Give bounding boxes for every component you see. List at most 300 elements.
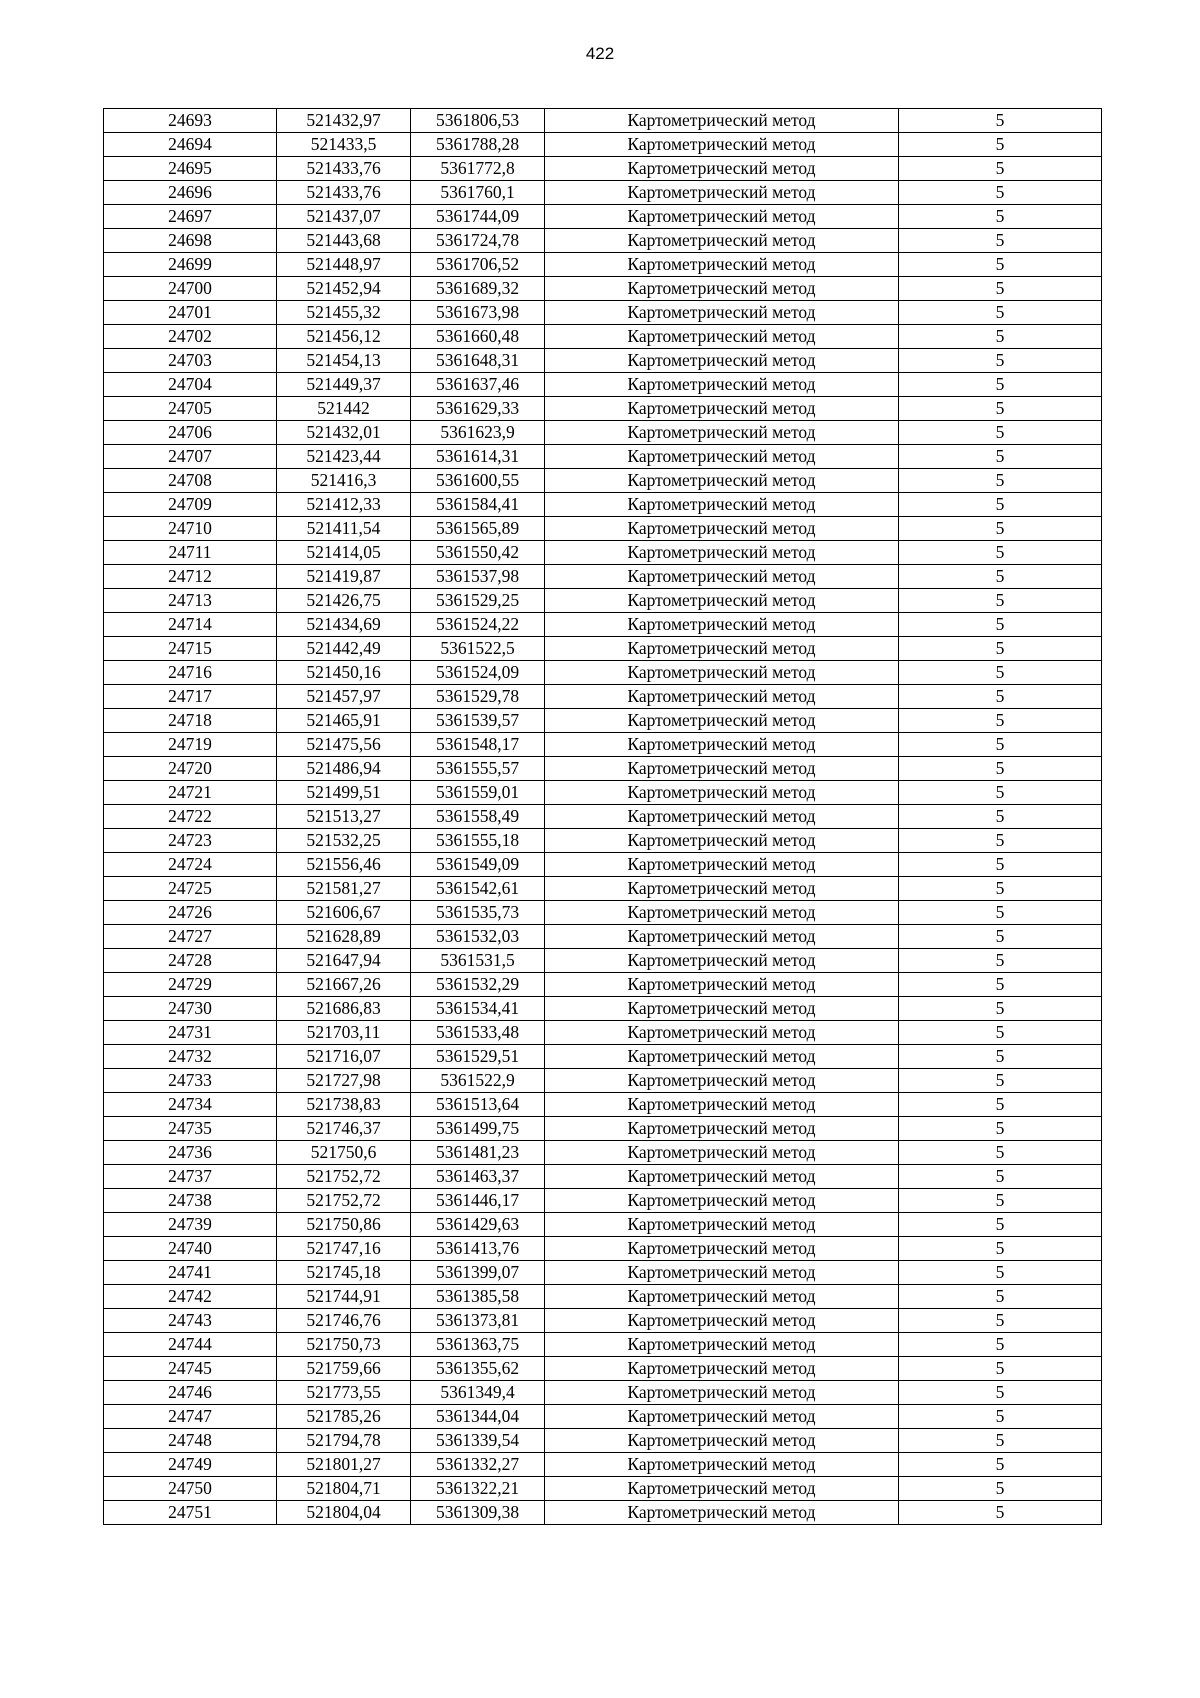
method-cell: Картометрический метод: [545, 109, 899, 133]
accuracy-cell: 5: [899, 421, 1102, 445]
accuracy-cell: 5: [899, 637, 1102, 661]
y-coordinate-cell: 5361524,09: [411, 661, 545, 685]
x-coordinate-cell: 521433,5: [277, 133, 411, 157]
point-number-cell: 24702: [104, 325, 277, 349]
accuracy-cell: 5: [899, 1285, 1102, 1309]
accuracy-cell: 5: [899, 541, 1102, 565]
table-row: [104, 589, 1102, 613]
method-cell: Картометрический метод: [545, 757, 899, 781]
x-coordinate-cell: 521412,33: [277, 493, 411, 517]
table-row: [104, 109, 1102, 133]
point-number-cell: 24699: [104, 253, 277, 277]
method-cell: Картометрический метод: [545, 1021, 899, 1045]
accuracy-cell: 5: [899, 877, 1102, 901]
x-coordinate-cell: 521432,01: [277, 421, 411, 445]
table-row: [104, 1333, 1102, 1357]
method-cell: Картометрический метод: [545, 1309, 899, 1333]
x-coordinate-cell: 521437,07: [277, 205, 411, 229]
x-coordinate-cell: 521419,87: [277, 565, 411, 589]
method-cell: Картометрический метод: [545, 229, 899, 253]
method-cell: Картометрический метод: [545, 1213, 899, 1237]
table-row: [104, 1117, 1102, 1141]
table-row: [104, 853, 1102, 877]
accuracy-cell: 5: [899, 1309, 1102, 1333]
point-number-cell: 24694: [104, 133, 277, 157]
method-cell: Картометрический метод: [545, 1357, 899, 1381]
x-coordinate-cell: 521801,27: [277, 1453, 411, 1477]
method-cell: Картометрический метод: [545, 493, 899, 517]
method-cell: Картометрический метод: [545, 973, 899, 997]
accuracy-cell: 5: [899, 493, 1102, 517]
y-coordinate-cell: 5361772,8: [411, 157, 545, 181]
y-coordinate-cell: 5361637,46: [411, 373, 545, 397]
method-cell: Картометрический метод: [545, 1285, 899, 1309]
table-row: [104, 949, 1102, 973]
accuracy-cell: 5: [899, 253, 1102, 277]
accuracy-cell: 5: [899, 397, 1102, 421]
y-coordinate-cell: 5361549,09: [411, 853, 545, 877]
accuracy-cell: 5: [899, 1165, 1102, 1189]
method-cell: Картометрический метод: [545, 997, 899, 1021]
table-row: [104, 253, 1102, 277]
accuracy-cell: 5: [899, 1453, 1102, 1477]
table-row: [104, 829, 1102, 853]
table-row: [104, 781, 1102, 805]
method-cell: Картометрический метод: [545, 1333, 899, 1357]
accuracy-cell: 5: [899, 1381, 1102, 1405]
x-coordinate-cell: 521556,46: [277, 853, 411, 877]
x-coordinate-cell: 521452,94: [277, 277, 411, 301]
x-coordinate-cell: 521744,91: [277, 1285, 411, 1309]
x-coordinate-cell: 521443,68: [277, 229, 411, 253]
x-coordinate-cell: 521416,3: [277, 469, 411, 493]
method-cell: Картометрический метод: [545, 301, 899, 325]
point-number-cell: 24700: [104, 277, 277, 301]
x-coordinate-cell: 521647,94: [277, 949, 411, 973]
point-number-cell: 24712: [104, 565, 277, 589]
method-cell: Картометрический метод: [545, 613, 899, 637]
accuracy-cell: 5: [899, 661, 1102, 685]
table-row: [104, 1381, 1102, 1405]
y-coordinate-cell: 5361531,5: [411, 949, 545, 973]
table-row: [104, 565, 1102, 589]
x-coordinate-cell: 521457,97: [277, 685, 411, 709]
table-row: [104, 541, 1102, 565]
y-coordinate-cell: 5361629,33: [411, 397, 545, 421]
point-number-cell: 24693: [104, 109, 277, 133]
y-coordinate-cell: 5361463,37: [411, 1165, 545, 1189]
accuracy-cell: 5: [899, 229, 1102, 253]
point-number-cell: 24746: [104, 1381, 277, 1405]
point-number-cell: 24745: [104, 1357, 277, 1381]
accuracy-cell: 5: [899, 685, 1102, 709]
accuracy-cell: 5: [899, 1477, 1102, 1501]
coordinates-table-body: [104, 109, 1102, 1525]
table-row: [104, 733, 1102, 757]
method-cell: Картометрический метод: [545, 325, 899, 349]
table-row: [104, 1261, 1102, 1285]
x-coordinate-cell: 521785,26: [277, 1405, 411, 1429]
accuracy-cell: 5: [899, 805, 1102, 829]
table-row: [104, 685, 1102, 709]
table-row: [104, 325, 1102, 349]
method-cell: Картометрический метод: [545, 1045, 899, 1069]
method-cell: Картометрический метод: [545, 517, 899, 541]
y-coordinate-cell: 5361529,51: [411, 1045, 545, 1069]
y-coordinate-cell: 5361744,09: [411, 205, 545, 229]
method-cell: Картометрический метод: [545, 181, 899, 205]
x-coordinate-cell: 521450,16: [277, 661, 411, 685]
method-cell: Картометрический метод: [545, 901, 899, 925]
accuracy-cell: 5: [899, 565, 1102, 589]
y-coordinate-cell: 5361542,61: [411, 877, 545, 901]
table-row: [104, 709, 1102, 733]
accuracy-cell: 5: [899, 1045, 1102, 1069]
accuracy-cell: 5: [899, 1501, 1102, 1525]
y-coordinate-cell: 5361555,18: [411, 829, 545, 853]
x-coordinate-cell: 521433,76: [277, 157, 411, 181]
method-cell: Картометрический метод: [545, 1429, 899, 1453]
y-coordinate-cell: 5361806,53: [411, 109, 545, 133]
y-coordinate-cell: 5361481,23: [411, 1141, 545, 1165]
table-row: [104, 997, 1102, 1021]
x-coordinate-cell: 521667,26: [277, 973, 411, 997]
point-number-cell: 24701: [104, 301, 277, 325]
table-row: [104, 877, 1102, 901]
method-cell: Картометрический метод: [545, 1237, 899, 1261]
table-row: [104, 1093, 1102, 1117]
point-number-cell: 24703: [104, 349, 277, 373]
point-number-cell: 24747: [104, 1405, 277, 1429]
x-coordinate-cell: 521414,05: [277, 541, 411, 565]
x-coordinate-cell: 521449,37: [277, 373, 411, 397]
accuracy-cell: 5: [899, 613, 1102, 637]
x-coordinate-cell: 521746,76: [277, 1309, 411, 1333]
y-coordinate-cell: 5361499,75: [411, 1117, 545, 1141]
point-number-cell: 24727: [104, 925, 277, 949]
table-row: [104, 1501, 1102, 1525]
table-row: [104, 205, 1102, 229]
x-coordinate-cell: 521532,25: [277, 829, 411, 853]
point-number-cell: 24729: [104, 973, 277, 997]
table-row: [104, 1069, 1102, 1093]
table-row: [104, 133, 1102, 157]
y-coordinate-cell: 5361385,58: [411, 1285, 545, 1309]
y-coordinate-cell: 5361724,78: [411, 229, 545, 253]
x-coordinate-cell: 521686,83: [277, 997, 411, 1021]
accuracy-cell: 5: [899, 973, 1102, 997]
x-coordinate-cell: 521423,44: [277, 445, 411, 469]
method-cell: Картометрический метод: [545, 373, 899, 397]
y-coordinate-cell: 5361614,31: [411, 445, 545, 469]
accuracy-cell: 5: [899, 1333, 1102, 1357]
table-row: [104, 1189, 1102, 1213]
accuracy-cell: 5: [899, 445, 1102, 469]
accuracy-cell: 5: [899, 133, 1102, 157]
y-coordinate-cell: 5361532,03: [411, 925, 545, 949]
x-coordinate-cell: 521513,27: [277, 805, 411, 829]
point-number-cell: 24737: [104, 1165, 277, 1189]
point-number-cell: 24750: [104, 1477, 277, 1501]
table-row: [104, 181, 1102, 205]
x-coordinate-cell: 521448,97: [277, 253, 411, 277]
y-coordinate-cell: 5361413,76: [411, 1237, 545, 1261]
accuracy-cell: 5: [899, 1141, 1102, 1165]
x-coordinate-cell: 521628,89: [277, 925, 411, 949]
method-cell: Картометрический метод: [545, 1117, 899, 1141]
y-coordinate-cell: 5361522,9: [411, 1069, 545, 1093]
x-coordinate-cell: 521804,71: [277, 1477, 411, 1501]
point-number-cell: 24748: [104, 1429, 277, 1453]
point-number-cell: 24728: [104, 949, 277, 973]
y-coordinate-cell: 5361648,31: [411, 349, 545, 373]
y-coordinate-cell: 5361522,5: [411, 637, 545, 661]
method-cell: Картометрический метод: [545, 1477, 899, 1501]
point-number-cell: 24720: [104, 757, 277, 781]
accuracy-cell: 5: [899, 589, 1102, 613]
table-row: [104, 277, 1102, 301]
x-coordinate-cell: 521752,72: [277, 1189, 411, 1213]
y-coordinate-cell: 5361534,41: [411, 997, 545, 1021]
point-number-cell: 24738: [104, 1189, 277, 1213]
x-coordinate-cell: 521746,37: [277, 1117, 411, 1141]
table-row: [104, 973, 1102, 997]
x-coordinate-cell: 521456,12: [277, 325, 411, 349]
table-row: [104, 1477, 1102, 1501]
accuracy-cell: 5: [899, 1069, 1102, 1093]
x-coordinate-cell: 521745,18: [277, 1261, 411, 1285]
point-number-cell: 24749: [104, 1453, 277, 1477]
y-coordinate-cell: 5361623,9: [411, 421, 545, 445]
x-coordinate-cell: 521750,73: [277, 1333, 411, 1357]
method-cell: Картометрический метод: [545, 1165, 899, 1189]
method-cell: Картометрический метод: [545, 445, 899, 469]
x-coordinate-cell: 521499,51: [277, 781, 411, 805]
y-coordinate-cell: 5361548,17: [411, 733, 545, 757]
point-number-cell: 24725: [104, 877, 277, 901]
table-row: [104, 1141, 1102, 1165]
y-coordinate-cell: 5361373,81: [411, 1309, 545, 1333]
method-cell: Картометрический метод: [545, 1069, 899, 1093]
point-number-cell: 24704: [104, 373, 277, 397]
accuracy-cell: 5: [899, 1021, 1102, 1045]
accuracy-cell: 5: [899, 925, 1102, 949]
point-number-cell: 24726: [104, 901, 277, 925]
accuracy-cell: 5: [899, 109, 1102, 133]
accuracy-cell: 5: [899, 781, 1102, 805]
point-number-cell: 24742: [104, 1285, 277, 1309]
accuracy-cell: 5: [899, 277, 1102, 301]
point-number-cell: 24716: [104, 661, 277, 685]
accuracy-cell: 5: [899, 373, 1102, 397]
point-number-cell: 24711: [104, 541, 277, 565]
page-number: 422: [585, 44, 615, 63]
table-row: [104, 301, 1102, 325]
point-number-cell: 24715: [104, 637, 277, 661]
point-number-cell: 24717: [104, 685, 277, 709]
y-coordinate-cell: 5361600,55: [411, 469, 545, 493]
table-row: [104, 1021, 1102, 1045]
point-number-cell: 24740: [104, 1237, 277, 1261]
accuracy-cell: 5: [899, 1093, 1102, 1117]
point-number-cell: 24710: [104, 517, 277, 541]
x-coordinate-cell: 521442,49: [277, 637, 411, 661]
coordinates-table: [103, 108, 1102, 1525]
table-row: [104, 1285, 1102, 1309]
table-row: [104, 1165, 1102, 1189]
accuracy-cell: 5: [899, 1213, 1102, 1237]
y-coordinate-cell: 5361513,64: [411, 1093, 545, 1117]
table-row: [104, 1213, 1102, 1237]
method-cell: Картометрический метод: [545, 277, 899, 301]
method-cell: Картометрический метод: [545, 829, 899, 853]
point-number-cell: 24743: [104, 1309, 277, 1333]
method-cell: Картометрический метод: [545, 157, 899, 181]
point-number-cell: 24732: [104, 1045, 277, 1069]
accuracy-cell: 5: [899, 901, 1102, 925]
y-coordinate-cell: 5361689,32: [411, 277, 545, 301]
x-coordinate-cell: 521455,32: [277, 301, 411, 325]
method-cell: Картометрический метод: [545, 349, 899, 373]
accuracy-cell: 5: [899, 1261, 1102, 1285]
method-cell: Картометрический метод: [545, 1453, 899, 1477]
accuracy-cell: 5: [899, 949, 1102, 973]
accuracy-cell: 5: [899, 1429, 1102, 1453]
method-cell: Картометрический метод: [545, 1405, 899, 1429]
x-coordinate-cell: 521794,78: [277, 1429, 411, 1453]
method-cell: Картометрический метод: [545, 949, 899, 973]
method-cell: Картометрический метод: [545, 805, 899, 829]
x-coordinate-cell: 521773,55: [277, 1381, 411, 1405]
table-row: [104, 1405, 1102, 1429]
point-number-cell: 24733: [104, 1069, 277, 1093]
x-coordinate-cell: 521606,67: [277, 901, 411, 925]
table-row: [104, 757, 1102, 781]
point-number-cell: 24695: [104, 157, 277, 181]
point-number-cell: 24709: [104, 493, 277, 517]
accuracy-cell: 5: [899, 757, 1102, 781]
y-coordinate-cell: 5361349,4: [411, 1381, 545, 1405]
table-row: [104, 901, 1102, 925]
table-row: [104, 1309, 1102, 1333]
method-cell: Картометрический метод: [545, 589, 899, 613]
table-row: [104, 805, 1102, 829]
y-coordinate-cell: 5361584,41: [411, 493, 545, 517]
method-cell: Картометрический метод: [545, 1381, 899, 1405]
accuracy-cell: 5: [899, 301, 1102, 325]
accuracy-cell: 5: [899, 1117, 1102, 1141]
method-cell: Картометрический метод: [545, 661, 899, 685]
point-number-cell: 24735: [104, 1117, 277, 1141]
point-number-cell: 24736: [104, 1141, 277, 1165]
accuracy-cell: 5: [899, 709, 1102, 733]
y-coordinate-cell: 5361788,28: [411, 133, 545, 157]
x-coordinate-cell: 521747,16: [277, 1237, 411, 1261]
x-coordinate-cell: 521727,98: [277, 1069, 411, 1093]
point-number-cell: 24719: [104, 733, 277, 757]
point-number-cell: 24706: [104, 421, 277, 445]
x-coordinate-cell: 521475,56: [277, 733, 411, 757]
x-coordinate-cell: 521433,76: [277, 181, 411, 205]
accuracy-cell: 5: [899, 469, 1102, 493]
point-number-cell: 24708: [104, 469, 277, 493]
x-coordinate-cell: 521738,83: [277, 1093, 411, 1117]
x-coordinate-cell: 521426,75: [277, 589, 411, 613]
point-number-cell: 24722: [104, 805, 277, 829]
y-coordinate-cell: 5361355,62: [411, 1357, 545, 1381]
table-row: [104, 1429, 1102, 1453]
table-row: [104, 925, 1102, 949]
method-cell: Картометрический метод: [545, 781, 899, 805]
x-coordinate-cell: 521804,04: [277, 1501, 411, 1525]
table-row: [104, 349, 1102, 373]
point-number-cell: 24724: [104, 853, 277, 877]
x-coordinate-cell: 521465,91: [277, 709, 411, 733]
table-row: [104, 397, 1102, 421]
accuracy-cell: 5: [899, 157, 1102, 181]
y-coordinate-cell: 5361760,1: [411, 181, 545, 205]
y-coordinate-cell: 5361539,57: [411, 709, 545, 733]
table-row: [104, 1237, 1102, 1261]
point-number-cell: 24705: [104, 397, 277, 421]
y-coordinate-cell: 5361399,07: [411, 1261, 545, 1285]
x-coordinate-cell: 521411,54: [277, 517, 411, 541]
method-cell: Картометрический метод: [545, 733, 899, 757]
method-cell: Картометрический метод: [545, 1501, 899, 1525]
table-row: [104, 1045, 1102, 1069]
method-cell: Картометрический метод: [545, 1093, 899, 1117]
accuracy-cell: 5: [899, 1237, 1102, 1261]
method-cell: Картометрический метод: [545, 1189, 899, 1213]
x-coordinate-cell: 521486,94: [277, 757, 411, 781]
point-number-cell: 24721: [104, 781, 277, 805]
x-coordinate-cell: 521750,6: [277, 1141, 411, 1165]
y-coordinate-cell: 5361322,21: [411, 1477, 545, 1501]
y-coordinate-cell: 5361532,29: [411, 973, 545, 997]
point-number-cell: 24718: [104, 709, 277, 733]
table-row: [104, 637, 1102, 661]
point-number-cell: 24707: [104, 445, 277, 469]
table-row: [104, 1357, 1102, 1381]
method-cell: Картометрический метод: [545, 397, 899, 421]
table-row: [104, 421, 1102, 445]
y-coordinate-cell: 5361332,27: [411, 1453, 545, 1477]
table-row: [104, 613, 1102, 637]
y-coordinate-cell: 5361535,73: [411, 901, 545, 925]
method-cell: Картометрический метод: [545, 637, 899, 661]
accuracy-cell: 5: [899, 205, 1102, 229]
table-row: [104, 157, 1102, 181]
y-coordinate-cell: 5361529,25: [411, 589, 545, 613]
accuracy-cell: 5: [899, 829, 1102, 853]
x-coordinate-cell: 521750,86: [277, 1213, 411, 1237]
point-number-cell: 24696: [104, 181, 277, 205]
accuracy-cell: 5: [899, 997, 1102, 1021]
y-coordinate-cell: 5361363,75: [411, 1333, 545, 1357]
x-coordinate-cell: 521442: [277, 397, 411, 421]
point-number-cell: 24714: [104, 613, 277, 637]
x-coordinate-cell: 521716,07: [277, 1045, 411, 1069]
point-number-cell: 24723: [104, 829, 277, 853]
method-cell: Картометрический метод: [545, 565, 899, 589]
method-cell: Картометрический метод: [545, 685, 899, 709]
method-cell: Картометрический метод: [545, 469, 899, 493]
accuracy-cell: 5: [899, 853, 1102, 877]
method-cell: Картометрический метод: [545, 205, 899, 229]
y-coordinate-cell: 5361339,54: [411, 1429, 545, 1453]
accuracy-cell: 5: [899, 1405, 1102, 1429]
table-row: [104, 229, 1102, 253]
